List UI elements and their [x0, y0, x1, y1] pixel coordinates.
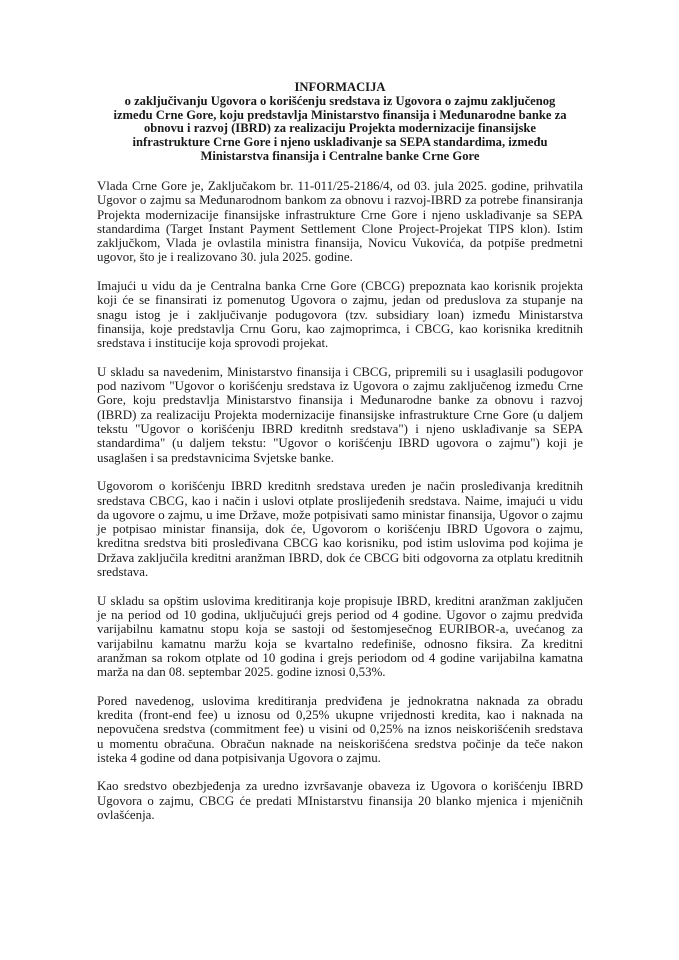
title-line: o zaključivanju Ugovora o korišćenju sredstava iz Ugovora o zajmu zaključenog [124, 93, 556, 108]
paragraph-line: (IBRD) za realizaciju Projekta modernizacije finansijske infrastrukture Crne Gore (u daljem [97, 407, 583, 422]
paragraph-line: je potpisao ministar finansija, dok će, Ugovorom o korišćenju IBRD Ugovora o zajmu, [97, 522, 583, 537]
paragraph-line: zaključkom, Vlada je ovlastila ministra finansija, Novicu Vukovića, da potpiše predmetni [97, 236, 583, 251]
paragraph-line: ugovor, što je i realizovano 30. jula 2025. godine. [97, 250, 353, 265]
paragraph [97, 279, 583, 350]
paragraph-line: Država zaključila kreditni aranžman IBRD, dok će CBCG biti odgovorna za otplatu kreditnih [97, 550, 583, 565]
paragraph-line: Pored navedenog, uslovima kreditiranja predviđena je jednokratna naknada za obradu [97, 693, 583, 708]
paragraph-line: sredstava i institucije koja sprovodi projekat. [97, 336, 329, 351]
paragraph-line: varijabilnu kamatnu stopu koja se sastoji od šestomjesečnog EURIBOR-a, uvećanog za [97, 622, 583, 637]
title-line: Ministarstva finansija i Centralne banke Crne Gore [200, 148, 480, 163]
paragraph-line: standardima" (u daljem tekstu: "Ugovor o korišćenju IBRD ugovora o zajmu") koji je [97, 436, 583, 451]
paragraph-line: U skladu sa navedenim, Ministarstvo finansija i CBCG, pripremili su i usaglasili podugovor [97, 364, 583, 379]
paragraph-line: da ugovore o zajmu, u ime Države, može potpisivati samo ministar finansija, Ugovor o zajmu [97, 507, 583, 522]
paragraph-line: pod nazivom "Ugovor o korišćenju sredstava iz Ugovora o zajmu zaključenog između Crne [97, 379, 583, 394]
paragraph-line: Kao sredstvo obezbjeđenja za uredno izvršavanje obaveza iz Ugovora o korišćenju IBRD [97, 779, 583, 794]
document-body [97, 179, 583, 837]
paragraph-line: koji će se finansirati iz pomenutog Ugovora o zajmu, jedan od preduslova za stupanje na [97, 293, 583, 308]
paragraph-line: kreditna sredstva biti prosleđivana CBCG kao korisniku, pod istim uslovima pod kojima je [97, 536, 583, 551]
paragraph [97, 479, 583, 579]
paragraph-line: marža na dan 08. septembar 2025. godine iznosi 0,53%. [97, 665, 386, 680]
paragraph-line: usaglašen i sa predstavnicima Svjetske banke. [97, 450, 334, 465]
paragraph [97, 694, 583, 765]
paragraph-line: sredstava CBCG, kao i način i uslovi otplate proslijeđenih sredstava. Naime, imajući u vidu [97, 493, 583, 508]
paragraph-line: je na period od 10 godina, uključujući grejs period od 4 godine. Ugovor o zajmu predviđa [97, 607, 583, 622]
paragraph-line: snagu istog je i zaključivanje podugovora (tzv. subsidiary loan) između Ministarstva [97, 307, 583, 322]
paragraph-line: standardima (Target Instant Payment Settlement Clone Project-Projekat TIPS klon). Istim [97, 221, 583, 236]
paragraph-line: Imajući u vidu da je Centralna banka Crne Gore (CBCG) prepoznata kao korisnik projekta [97, 279, 583, 294]
paragraph [97, 594, 583, 680]
title-line: između Crne Gore, koju predstavlja Ministarstvo finansija i Međunarodne banke za [113, 107, 567, 122]
paragraph-line: varijabilnu kamatnu maržu koja se kvartalno redefiniše, odnosno fiksira. Za kreditni [97, 636, 583, 651]
paragraph-line: isteka 4 godine od dana potpisivanja Ugovora o zajmu. [97, 750, 381, 765]
paragraph-line: U skladu sa opštim uslovima kreditiranja koje propisuje IBRD, kreditni aranžman zaključen [97, 593, 583, 608]
paragraph-line: nepovučena sredstva (commitment fee) u visini od 0,25% na iznos neiskorišćenih sredstava [97, 722, 583, 737]
paragraph-line: Ugovorom o korišćenju IBRD kreditnh sredstava uređen je način prosleđivanja kreditnih [97, 479, 583, 494]
paragraph-line: Ugovora o zajmu, CBCG će predati MInistarstvu finansija 20 blanko mjenica i mjeničnih [97, 793, 583, 808]
paragraph-line: ovlašćenja. [97, 808, 155, 823]
title-line: obnovu i razvoj (IBRD) za realizaciju Projekta modernizacije finansijske [144, 121, 536, 136]
paragraph-line: Projekta modernizacije finansijske infrastrukture Crne Gore i njeno usklađivanje sa SEPA [97, 207, 583, 222]
paragraph-line: Vlada Crne Gore je, Zaključakom br. 11-011/25-2186/4, od 03. jula 2025. godine, prihvatila [97, 179, 583, 193]
document-title [90, 81, 590, 164]
paragraph-line: Gore, koju predstavlja Ministarstvo finansija i Međunarodne banke za obnovu i razvoj [97, 393, 583, 408]
paragraph-line: aranžman sa rokom otplate od 10 godina i grejs periodom od 4 godine varijabilna kamatna [97, 650, 583, 665]
paragraph-line: u momentu obračuna. Obračun naknade na neiskorišćena sredstva počinje da teče nakon [97, 736, 583, 751]
paragraph [97, 365, 583, 465]
paragraph-line: kredita (front-end fee) u iznosu od 0,25% ukupne vrijednosti kredita, kao i naknada na [97, 707, 583, 722]
paragraph-line: Ugovor o zajmu sa Međunarodnom bankom za obnovu i razvoj-IBRD za potrebe finansiranja [97, 193, 583, 208]
paragraph-line: tekstu "Ugovor o korišćenju IBRD kreditnh sredstava") i njeno usklađivanje sa SEPA [97, 422, 583, 437]
paragraph-line: finansija, koje predstavlja Crnu Goru, kao zajmoprimca, i CBCG, kao korisnika kreditnih [97, 321, 583, 336]
paragraph [97, 179, 583, 265]
paragraph [97, 779, 583, 822]
title-heading: INFORMACIJA [294, 80, 386, 94]
title-line: infrastrukture Crne Gore i njeno usklađivanje sa SEPA standardima, između [132, 135, 548, 150]
paragraph-line: sredstava. [97, 565, 149, 580]
